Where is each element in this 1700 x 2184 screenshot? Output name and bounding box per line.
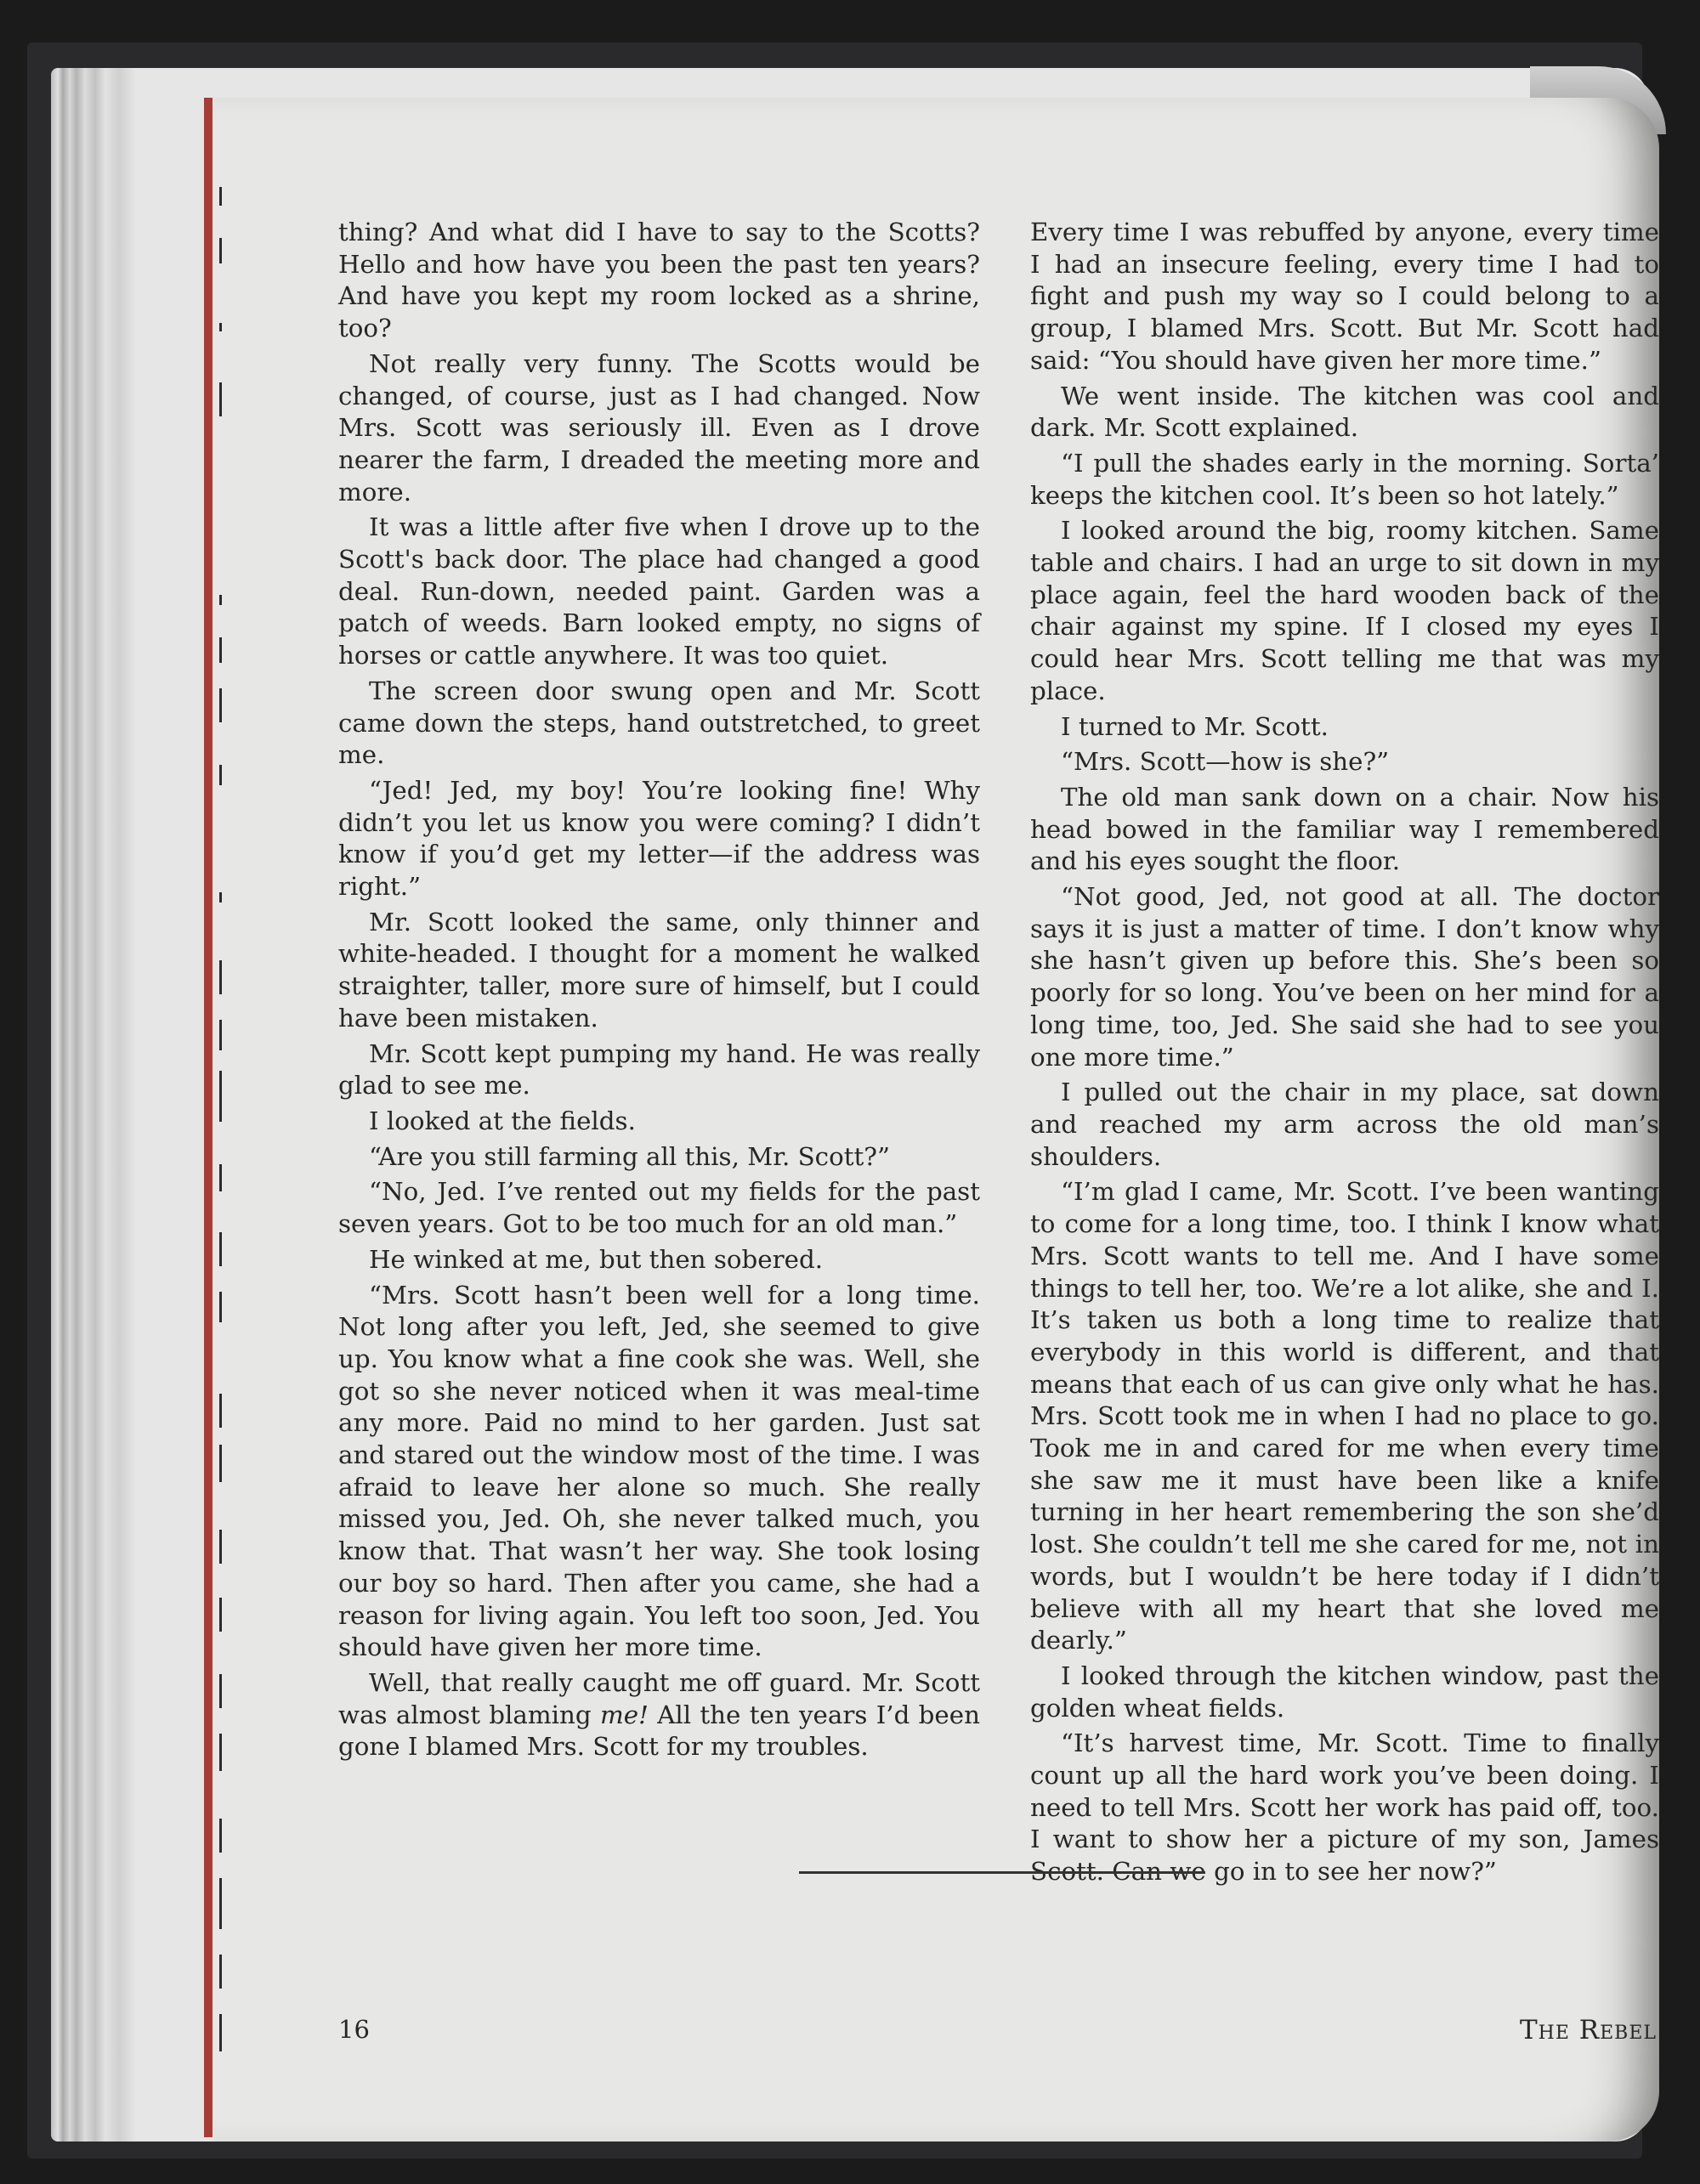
page-number: 16: [338, 2015, 370, 2044]
paragraph: “Jed! Jed, my boy! You’re looking fine! Why didn’t you let us know you were coming? I didn’t know if you’d get my letter—if the address was right.”: [338, 775, 980, 902]
paragraph: I looked through the kitchen window, past the golden wheat fields.: [1030, 1661, 1659, 1723]
paragraph: The screen door swung open and Mr. Scott came down the steps, hand outstretched, to greet me.: [338, 676, 980, 770]
gutter-marks: [219, 187, 223, 2099]
left-text-column: [338, 217, 980, 1767]
section-end-rule: [799, 1871, 1205, 1874]
text-run: All the ten years I’d been gone I blamed Mrs. Scott for my troubles.: [338, 1700, 980, 1762]
paragraph: Mr. Scott looked the same, only thinner and white-headed. I thought for a moment he walked straighter, taller, more sure of himself, but I could have been mistaken.: [338, 907, 980, 1033]
paragraph-with-italic: [338, 1667, 980, 1763]
paragraph: “I’m glad I came, Mr. Scott. I’ve been wanting to come for a long time, too. I think I know what Mrs. Scott wants to tell me. And I have some things to tell her, too. We’re a lot alike, she and I. It’s taken us both a long time to realize that everybody in this world is different, and that means that each of us can give only what he has. Mrs. Scott took me in when I had no place to go. Took me in and cared for me when every time she saw me it must have been like a knife turning in her heart remembering the son she’d lost. She couldn’t tell me she cared for me, not in words, but I wouldn’t be here today if I didn’t believe with all my heart that she loved me dearly.”: [1030, 1177, 1659, 1655]
paragraph: He winked at me, but then sobered.: [369, 1244, 824, 1274]
paragraph: “I pull the shades early in the morning. Sorta’ keeps the kitchen cool. It’s been so hot lately.”: [1030, 448, 1659, 510]
paragraph: “No, Jed. I’ve rented out my fields for the past seven years. Got to be too much for an old man.”: [338, 1177, 980, 1239]
paragraph: Mr. Scott kept pumping my hand. He was really glad to see me.: [338, 1038, 980, 1100]
paragraph: “It’s harvest time, Mr. Scott. Time to finally count up all the hard work you’ve been doing. I need to tell Mrs. Scott her work has paid off, too. I want to show her a picture of my son, James Scott. Can we go in to see her now?”: [1030, 1729, 1659, 1887]
paragraph: The old man sank down on a chair. Now his head bowed in the familiar way I remembered and his eyes sought the floor.: [1030, 782, 1659, 876]
paragraph: thing? And what did I have to say to the Scotts? Hello and how have you been the past ten years? And have you kept my room locked as a shrine, too?: [338, 218, 980, 343]
paragraph: We went inside. The kitchen was cool and dark. Mr. Scott explained.: [1030, 381, 1659, 443]
paragraph: I looked around the big, roomy kitchen. Same table and chairs. I had an urge to sit down in my place again, feel the hard wooden back of the chair against my spine. If I closed my eyes I could hear Mrs. Scott telling me that was my place.: [1030, 516, 1659, 705]
paragraph: “Mrs. Scott—how is she?”: [1061, 747, 1390, 777]
italic-text: me!: [599, 1700, 649, 1729]
paragraph: “Are you still farming all this, Mr. Scott?”: [369, 1141, 890, 1171]
page-red-edge: [204, 98, 212, 2137]
running-footer-title: The Rebel: [1520, 2015, 1658, 2045]
paragraph: “Mrs. Scott hasn’t been well for a long time. Not long after you left, Jed, she seemed to give up. You know what a fine cook she was. Well, she got so she never noticed when it was meal-time any more. Paid no mind to her garden. Just sat and stared out the window most of the time. I was afraid to leave her alone so much. She really missed you, Jed. Oh, she never talked much, you know that. That wasn’t her way. She took losing our boy so hard. Then after you came, she had a reason for living again. You left too soon, Jed. You should have given her more time.: [338, 1280, 980, 1662]
paragraph: I pulled out the chair in my place, sat down and reached my arm across the old man’s shoulders.: [1030, 1078, 1659, 1171]
paragraph: I turned to Mr. Scott.: [1061, 711, 1329, 741]
paragraph: I looked at the fields.: [369, 1106, 636, 1135]
paragraph: Every time I was rebuffed by anyone, every time I had an insecure feeling, every time I had to fight and push my way so I could belong to a group, I blamed Mrs. Scott. But Mr. Scott had said: “You should have given her more time.”: [1030, 218, 1659, 375]
paragraph: “Not good, Jed, not good at all. The doctor says it is just a matter of time. I don’t know why she hasn’t given up before this. She’s been so poorly for so long. You’ve been on her mind for a long time, too, Jed. She said she had to see you one more time.”: [1030, 882, 1659, 1072]
paragraph: It was a little after five when I drove up to the Scott's back door. The place had changed a good deal. Run-down, needed paint. Garden was a patch of weeds. Barn looked empty, no signs of horses or cattle anywhere. It was too quiet.: [338, 512, 980, 670]
paragraph: Not really very funny. The Scotts would be changed, of course, just as I had changed. Now Mrs. Scott was seriously ill. Even as I drove nearer the farm, I dreaded the meeting more and more.: [338, 348, 980, 506]
text-run: Well, that really caught me off guard. Mr. Scott was almost blaming: [338, 1667, 980, 1729]
right-text-column: [1030, 217, 1659, 1892]
